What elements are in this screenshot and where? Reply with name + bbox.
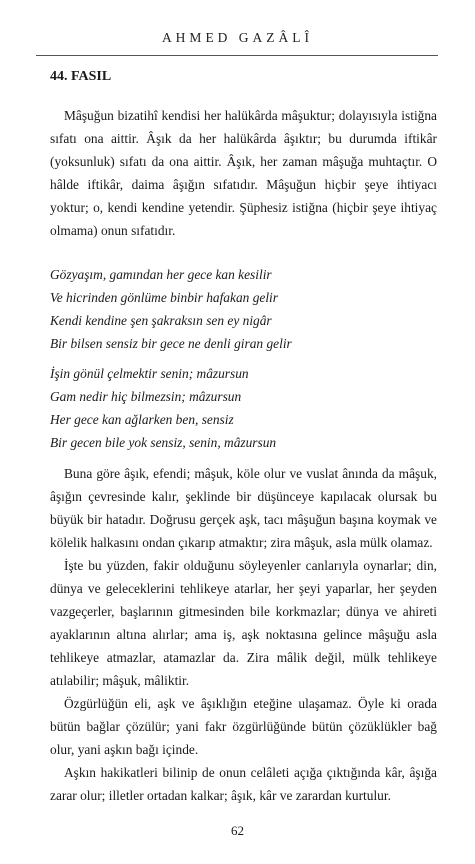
verse-line: Gözyaşım, gamından her gece kan kesilir xyxy=(50,267,272,282)
body-paragraph: Aşkın hakikatleri bilinip de onun celâleti açığa çıktığında kâr, âşığa zarar olur; illetler ortadan kalkar; âşık, kâr ve zarardan kurtulur. xyxy=(50,765,437,803)
verse-line: Bir gecen bile yok sensiz, senin, mâzursun xyxy=(50,435,277,450)
running-head: AHMED GAZÂLÎ xyxy=(161,30,314,45)
page-number: 62 xyxy=(231,823,244,838)
verse-line: Ve hicrinden gönlüme binbir hafakan gelir xyxy=(50,290,278,305)
intro-block xyxy=(50,104,437,242)
verse-line: Kendi kendine şen şakraksın sen ey nigâr xyxy=(50,313,272,328)
verse-line: Gam nedir hiç bilmezsin; mâzursun xyxy=(50,389,242,404)
body-paragraph: İşte bu yüzden, fakir olduğunu söyleyenler canlarıyla oynarlar; din, dünya ve geleceklerini tehlikeye atarlar, her şeyi yaparlar, her şeyden vazgeçerler, başlarının gitmesinden bile korkmazlar; dünya ve ahireti ayaklarının altına alırlar; ama iş, aşk noktasına gelince mâşuğu asla tehlikeye atmazlar, atamazlar da. Zira mâlik değil, mülk tehlikeye atılabilir; mâşuk, mâliktir. xyxy=(50,558,437,688)
intro-paragraph: Mâşuğun bizatihî kendisi her halükârda mâşuktur; dolayısıyla istiğna sıfatı ona aittir. Âşık da her halükârda âşıktır; bu durumda iftikâr (yoksunluk) sıfatı da ona aittir. Âşık, her zaman mâşuğa muhtaçtır. O hâlde iftikâr, daima âşığın sıfatıdır. Mâşuğun hiçbir şeye ihtiyacı yoktur; o, kendi kendine yetendir. Şüphesiz istiğna (hiçbir şeye ihtiyaç olmama) onun sıfatıdır. xyxy=(50,108,437,238)
verse-line: Her gece kan ağlarken ben, sensiz xyxy=(50,412,234,427)
body-paragraph: Buna göre âşık, efendi; mâşuk, köle olur ve vuslat ânında da mâşuk, âşığın çevresinde kalır, şeklinde bir düşünceye kapılacak olursak bu büyük bir hatadır. Doğrusu gerçek aşk, tacı mâşuğun başına koymak ve kölelik halkasını ondan çıkarıp atmaktır; zira mâşuk, asla mülk olamaz. xyxy=(50,466,437,550)
verse-line: İşin gönül çelmektir senin; mâzursun xyxy=(50,366,249,381)
body-paragraph: Özgürlüğün eli, aşk ve âşıklığın eteğine ulaşamaz. Öyle ki orada bütün bağlar çözülür; yani fakr özgürlüğünde bütün çözüklükler bağ olur, yani aşkın bağı içinde. xyxy=(50,696,437,757)
body-text xyxy=(50,462,437,807)
verse-line: Bir bilsen sensiz bir gece ne denli giran gelir xyxy=(50,336,292,351)
chapter-title: 44. FASIL xyxy=(50,69,112,84)
poem-stanza-1 xyxy=(50,263,437,355)
poem-stanza-2 xyxy=(50,362,437,454)
header-rule xyxy=(36,55,438,56)
